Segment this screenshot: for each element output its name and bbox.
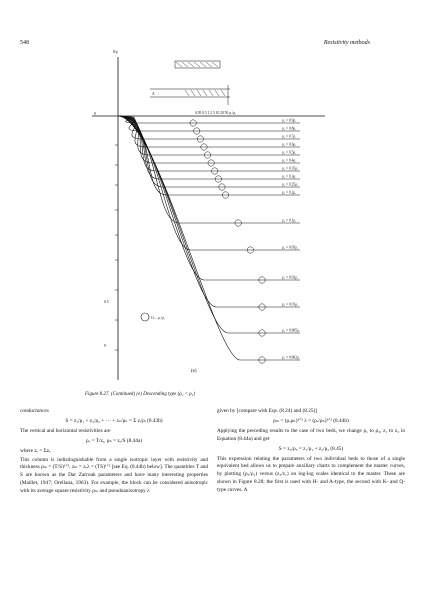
curve-label: ρ₂ = 0.6ρ₁ — [282, 142, 297, 147]
y-ticks — [115, 145, 118, 350]
curve-label: ρ₂ = 0.02ρ₁ — [282, 275, 299, 280]
curve-line — [118, 116, 300, 195]
left-column — [20, 408, 208, 497]
layer-label: A — [152, 92, 155, 96]
legend-marker — [141, 313, 149, 321]
left-continued: conductances — [20, 408, 49, 414]
curve-line — [118, 116, 300, 139]
curve-label: ρ₂ = 0.05ρ₁ — [282, 245, 299, 250]
figure-caption: Figure 8.27. (Continued) (e) Descending type (ρ₂ < ρ₁) — [85, 392, 196, 397]
equation-8-43b: S = z₁/ρ₁ + z₂/ρ₂ + ··· + zₙ/ρₙ = Σ zᵢ/ρᵢ (8.43b) — [65, 417, 163, 424]
curve-label: ρ₂ = 0.7ρ₁ — [282, 134, 297, 139]
curve-line — [118, 116, 300, 360]
equation-8-45: S = z₃/ρ₃ = z₁/ρ₁ + z₂/ρ₂ (8.45) — [278, 445, 344, 452]
right-column — [217, 408, 405, 496]
curve-label: ρ₂ = 0.2ρ₁ — [282, 190, 297, 195]
y-tick-label-low: 0.5 — [104, 300, 109, 304]
left-para-2: where zₑ = Σzᵢ. — [20, 447, 52, 454]
curve-line — [118, 116, 300, 187]
curve-family — [118, 116, 300, 363]
curve-label: ρ₂ = 0.8ρ₁ — [282, 126, 297, 131]
curve-label: ρ₂ = 0.01ρ₁ — [282, 302, 299, 307]
left-para-3: This column is indistinguishable from a single isotropic layer with resistivity and thickness ρₘ = (T/S)¹ᐟ², zₘ = zₑλ = (TS)¹ᐟ² [see Eq. (8.44b) below]. The quantities T and S are known as the Dar Zarrouk parameters and have many interesting properties (Maillet, 1947; Orellana, 1963). For example, the block can be considered anisotropic with its average square resistivity ρₘ and pseudoanisotropy λ — [20, 456, 208, 495]
x-axis-mark: 8 — [94, 112, 96, 116]
y-tick-label-p: ρ₁ — [104, 343, 108, 347]
top-scale-row: 0.05 0.5 1 2 5 10 20 50 ρ₁/ρ₂ — [195, 111, 237, 115]
curve-label: ρ₂ = 0.25ρ₁ — [282, 182, 299, 187]
equation-8-44b: ρₘ = (ρᵥρₕ)¹ᐟ² λ = (ρᵥ/ρₕ)¹ᐟ² (8.44b) — [273, 417, 349, 424]
curve-line — [118, 116, 300, 280]
curve-label: ρ₂ = 0.002ρ₁ — [282, 355, 301, 360]
curve-label: ρ₂ = 0.9ρ₁ — [282, 118, 297, 123]
curve-line — [118, 116, 300, 250]
curve-label: ρ₂ = 0.005ρ₁ — [282, 328, 301, 333]
curve-label: ρ₂ = 0.5ρ₁ — [282, 150, 297, 155]
equation-8-44a: ρᵥ = T/zₑ, ρₕ = zₑ/S (8.44a) — [86, 437, 142, 444]
right-para-3: This expression relating the parameters of two individual beds to those of a single equivalent bed allows us to prepare auxiliary charts to complement the master curves, by plotting (ρ₃/ρ₁) versus (z₃/z₁) on log-log scales identical to the master. These are shown in Figure 8.28; the first is used with H- and A-type, the second with K- and Q-type curves. A — [217, 455, 405, 494]
right-para-1: given by [compare with Eqs. (8.24) and (8.25)] — [217, 408, 318, 414]
curve-line — [118, 116, 300, 123]
right-para-2: Applying the preceding results to the case of two beds, we change ρ₁ to ρ₃, z₁ to z₃ in Equation (8.44a) and get — [217, 427, 405, 442]
running-title: Resistivity methods — [323, 40, 370, 46]
left-para-1: The vertical and horizontal resistivities are — [20, 427, 111, 434]
page-number: 548 — [20, 40, 29, 46]
curve-label: ρ₂ = 0.3ρ₁ — [282, 174, 297, 179]
curve-line — [118, 116, 300, 223]
legend-text: O— ρ₁/ρ₁ — [151, 316, 166, 320]
curve-line — [118, 116, 300, 131]
curve-label: ρ₂ = 0.35ρ₁ — [282, 166, 299, 171]
curve-label: ρ₂ = 0.4ρ₁ — [282, 158, 297, 163]
panel-tag: (e) — [191, 369, 197, 374]
layer-sketch — [150, 61, 230, 105]
curve-line — [118, 116, 300, 179]
master-curve-figure — [0, 45, 425, 390]
y-axis-label: 8/ρ — [113, 50, 118, 54]
curve-label: ρ₂ = 0.1ρ₁ — [282, 218, 297, 223]
